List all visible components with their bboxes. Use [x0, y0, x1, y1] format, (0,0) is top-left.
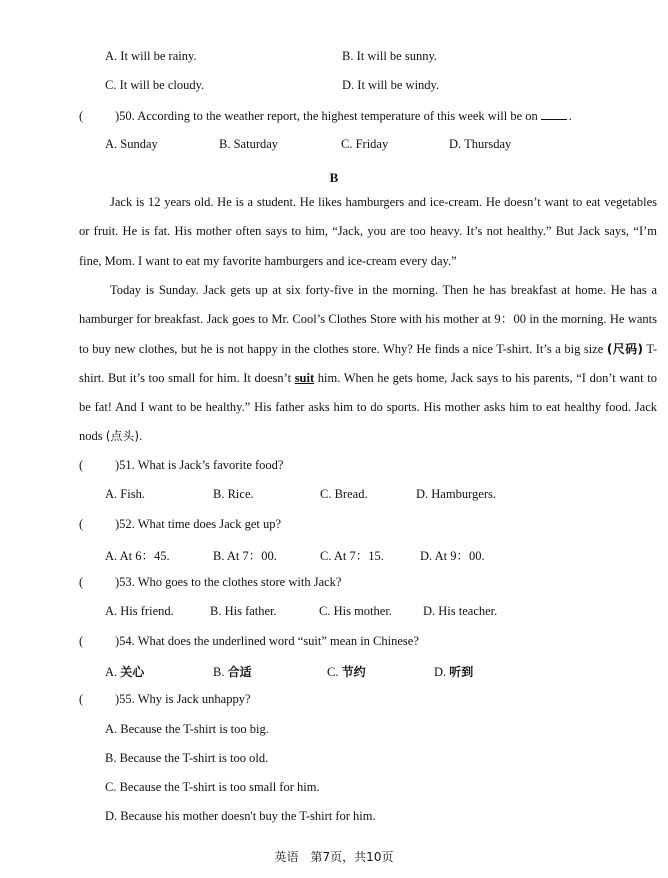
question-55: ( )55. Why is Jack unhappy? [79, 692, 251, 706]
answer-bracket[interactable]: ( [79, 517, 84, 531]
q49-option-a: A. It will be rainy. [105, 49, 197, 63]
q53-option-c: C. His mother. [319, 604, 392, 618]
q51-option-b: B. Rice. [213, 487, 254, 501]
q54-option-a: A. 关心 [105, 665, 145, 679]
q49-option-d: D. It will be windy. [342, 78, 440, 92]
q52-option-d: D. At 9：00. [420, 549, 485, 563]
question-50: ( )50. According to the weather report, the highest temperature of this week will be on . [79, 109, 572, 123]
q49-option-c: C. It will be cloudy. [105, 78, 205, 92]
answer-bracket[interactable]: ( [79, 109, 84, 123]
q49-option-b: B. It will be sunny. [342, 49, 438, 63]
q55-option-a: A. Because the T-shirt is too big. [105, 722, 269, 736]
q55-option-d: D. Because his mother doesn't buy the T-shirt for him. [105, 809, 376, 823]
passage-paragraph-2: Today is Sunday. Jack gets up at six forty-five in the morning. Then he has breakfast at home. He has a hamburger for breakfast. Jack goes to Mr. Cool’s Clothes Store with his mother at 9：00 in the morning. He wants to buy new clothes, but he is not happy in the clothes store. Why? He finds a nice T-shirt. It’s a big size (尺码) T-shirt. But it’s too small for him. It doesn’t suit him. When he gets home, Jack says to his parents, “I don’t want to be fat! And I want to be healthy.” His father asks him to do sports. His mother asks him to eat healthy food. Jack nods (点头). [79, 283, 657, 444]
q55-option-b: B. Because the T-shirt is too old. [105, 751, 269, 765]
q50-option-d: D. Thursday [449, 137, 512, 151]
q53-options [0, 604, 668, 622]
question-54: ( )54. What does the underlined word “suit” mean in Chinese? [79, 634, 419, 648]
q52-option-a: A. At 6：45. [105, 549, 170, 563]
question-stem: 54. What does the underlined word “suit” mean in Chinese? [119, 634, 419, 648]
q50-option-b: B. Saturday [219, 137, 279, 151]
q55-option-c: C. Because the T-shirt is too small for him. [105, 780, 320, 794]
section-heading: B [329, 170, 339, 185]
question-stem: 50. According to the weather report, the highest temperature of this week will be on [119, 109, 538, 123]
answer-bracket[interactable]: ( [79, 692, 84, 706]
q52-option-c: C. At 7：15. [320, 549, 384, 563]
q54-option-c: C. 节约 [327, 665, 366, 679]
q53-option-a: A. His friend. [105, 604, 174, 618]
q51-option-a: A. Fish. [105, 487, 145, 501]
q53-option-d: D. His teacher. [423, 604, 498, 618]
underlined-word-suit: suit [294, 370, 315, 385]
q54-option-d: D. 听到 [434, 665, 474, 679]
question-52: ( )52. What time does Jack get up? [79, 517, 282, 531]
page-footer: 英语 第7页，共10页 [274, 850, 394, 864]
q49-options-row-1 [0, 49, 668, 67]
q52-option-b: B. At 7：00. [213, 549, 277, 563]
q54-options [0, 663, 668, 681]
q50-option-c: C. Friday [341, 137, 389, 151]
q49-options-row-2 [0, 78, 668, 96]
answer-bracket[interactable]: ( [79, 634, 84, 648]
question-stem: 55. Why is Jack unhappy? [119, 692, 251, 706]
question-stem: 52. What time does Jack get up? [119, 517, 282, 531]
q50-option-a: A. Sunday [105, 137, 158, 151]
question-stem: 51. What is Jack’s favorite food? [119, 458, 284, 472]
passage-paragraph-1: Jack is 12 years old. He is a student. He likes hamburgers and ice-cream. He doesn’t want to eat vegetables or fruit. He is fat. His mother often says to him, “Jack, you are too heavy. It’s not healthy.” But Jack says, “I’m fine, Mom. I want to eat my favorite hamburgers and ice-cream every day.” [79, 195, 657, 268]
q51-option-c: C. Bread. [320, 487, 368, 501]
q53-option-b: B. His father. [210, 604, 277, 618]
answer-bracket[interactable]: ( [79, 458, 84, 472]
fill-blank [541, 108, 567, 120]
question-51: ( )51. What is Jack’s favorite food? [79, 458, 284, 472]
q52-options [0, 546, 668, 564]
q51-options [0, 487, 668, 505]
question-stem: 53. Who goes to the clothes store with Jack? [119, 575, 342, 589]
answer-bracket[interactable]: ( [79, 575, 84, 589]
q54-option-b: B. 合适 [213, 665, 252, 679]
q51-option-d: D. Hamburgers. [416, 487, 496, 501]
q50-options [0, 137, 668, 155]
question-53: ( )53. Who goes to the clothes store with Jack? [79, 575, 342, 589]
